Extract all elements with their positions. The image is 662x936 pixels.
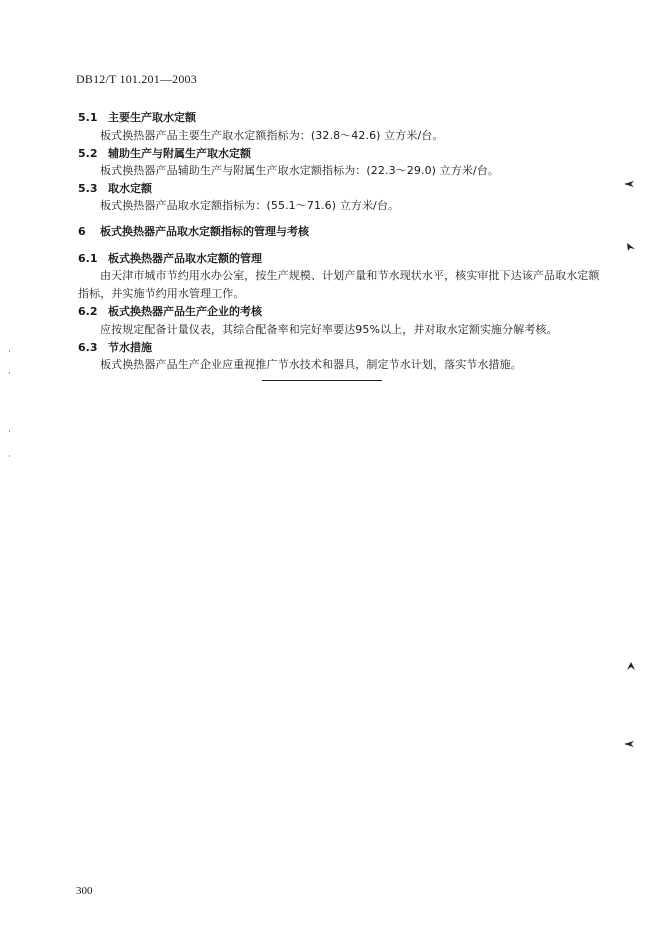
page-number: 300 bbox=[76, 885, 93, 897]
binder-mark-icon bbox=[626, 243, 636, 251]
section-title: 板式换热器产品取水定额指标的管理与考核 bbox=[100, 225, 309, 238]
scan-speck bbox=[9, 430, 10, 432]
section-number: 6.3 bbox=[78, 341, 98, 354]
section-number: 6.1 bbox=[78, 252, 98, 265]
scan-speck bbox=[9, 350, 10, 352]
section-text-6-1-line-1: 由天津市城市节约用水办公室，按生产规模、计划产量和节水现状水平，核实审批下达该产品取水定额 bbox=[100, 269, 600, 282]
section-title: 板式换热器产品取水定额的管理 bbox=[108, 252, 262, 265]
section-text-6-3: 板式换热器产品生产企业应重视推广节水技术和器具，制定节水计划，落实节水措施。 bbox=[100, 358, 522, 371]
scan-speck bbox=[9, 455, 10, 457]
section-number: 5.3 bbox=[78, 182, 98, 195]
binder-mark-icon bbox=[624, 180, 634, 188]
section-number: 6 bbox=[78, 225, 86, 238]
section-title: 主要生产取水定额 bbox=[108, 111, 196, 124]
section-heading-6-1 bbox=[78, 250, 262, 266]
standard-code: DB12/T 101.201—2003 bbox=[76, 72, 197, 86]
binder-mark-icon bbox=[624, 740, 634, 748]
section-text-5-2: 板式换热器产品辅助生产与附属生产取水定额指标为：(22.3～29.0) 立方米/台。 bbox=[100, 164, 499, 177]
chapter-heading-6 bbox=[78, 223, 309, 239]
section-text-6-2: 应按规定配备计量仪表，其综合配备率和完好率要达95%以上，并对取水定额实施分解考核。 bbox=[100, 323, 558, 336]
section-title: 节水措施 bbox=[108, 341, 152, 354]
section-heading-5-1 bbox=[78, 109, 196, 125]
end-rule bbox=[262, 380, 382, 381]
section-number: 6.2 bbox=[78, 305, 98, 318]
section-heading-6-2 bbox=[78, 303, 262, 319]
section-heading-5-2 bbox=[78, 145, 251, 161]
section-heading-6-3 bbox=[78, 339, 152, 355]
section-text-5-3: 板式换热器产品取水定额指标为：(55.1～71.6) 立方米/台。 bbox=[100, 199, 400, 212]
section-text-5-1: 板式换热器产品主要生产取水定额指标为：(32.8～42.6) 立方米/台。 bbox=[100, 129, 444, 142]
section-title: 板式换热器产品生产企业的考核 bbox=[108, 305, 262, 318]
section-title: 辅助生产与附属生产取水定额 bbox=[108, 147, 251, 160]
scan-speck bbox=[9, 372, 10, 374]
section-heading-5-3 bbox=[78, 180, 152, 196]
section-number: 5.2 bbox=[78, 147, 98, 160]
section-number: 5.1 bbox=[78, 111, 98, 124]
binder-mark-icon bbox=[626, 662, 636, 670]
section-text-6-1-line-2: 指标，并实施节约用水管理工作。 bbox=[78, 287, 245, 300]
section-title: 取水定额 bbox=[108, 182, 152, 195]
